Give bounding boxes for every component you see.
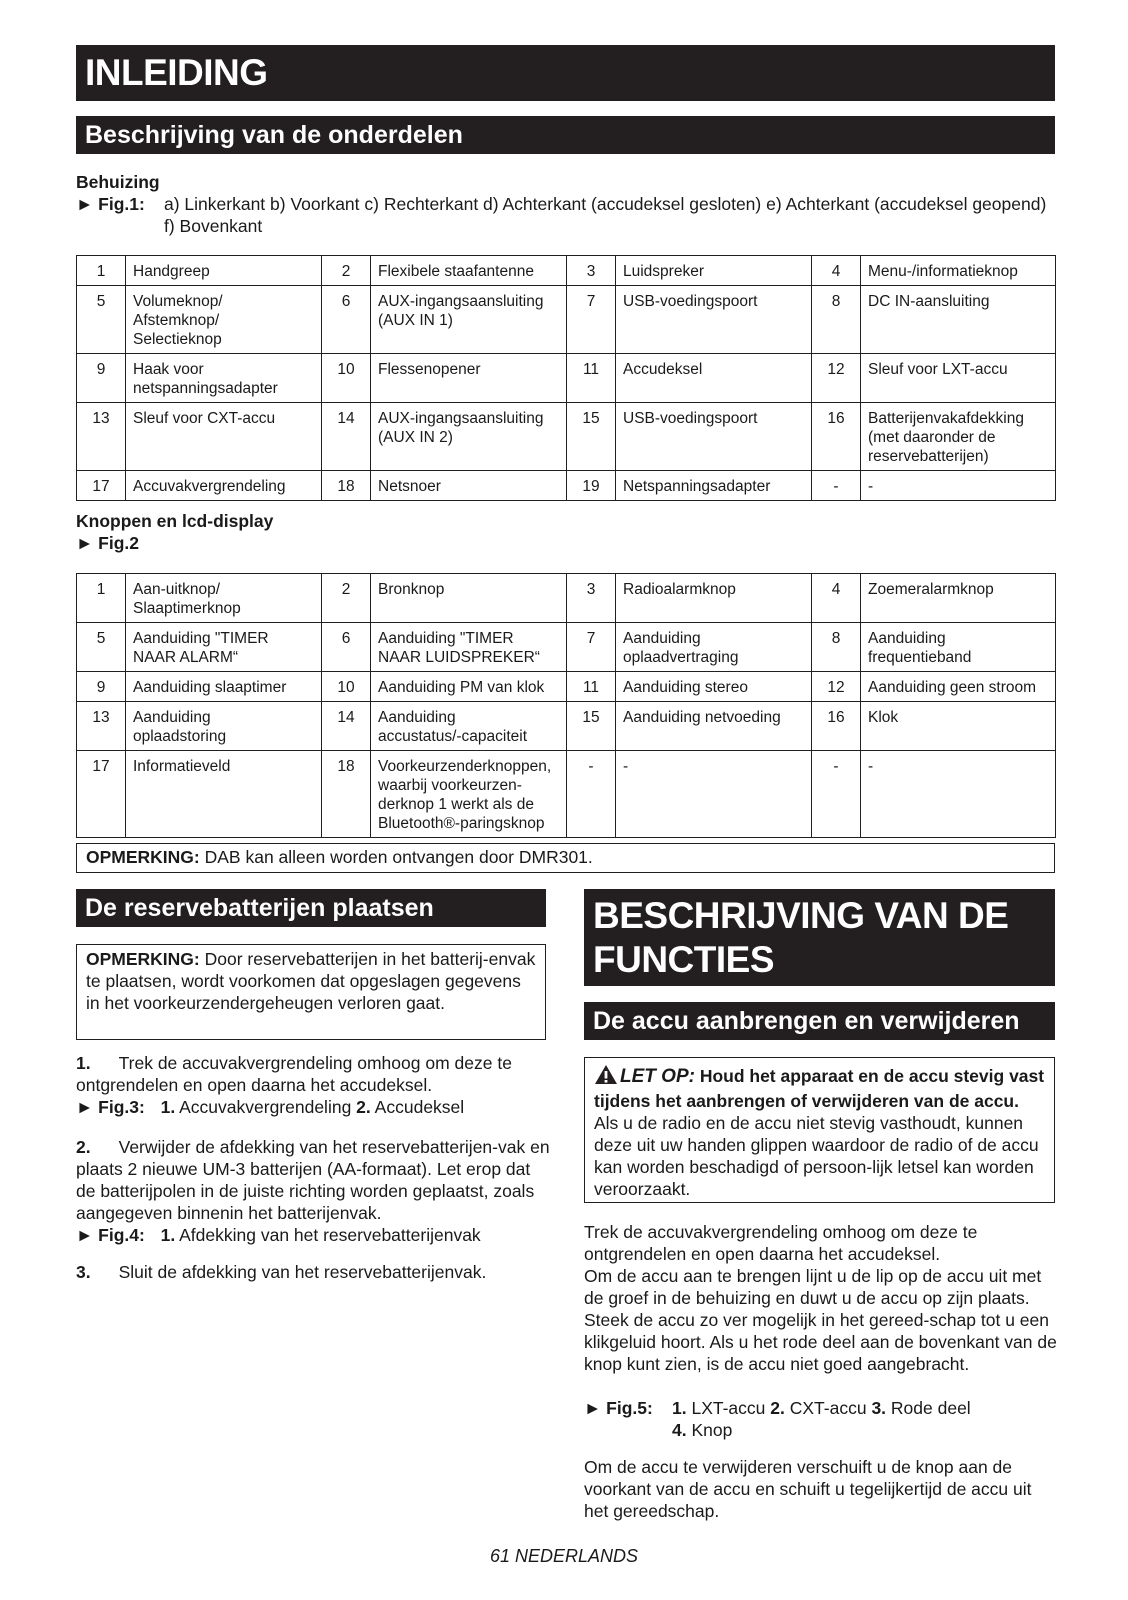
housing-table-item-label: Sleuf voor LXT-accu (861, 354, 1056, 403)
housing-table-item-label: DC IN-aansluiting (861, 286, 1056, 354)
buttons-table-item-number: 9 (77, 672, 126, 702)
housing-table-item-number: 8 (812, 286, 861, 354)
buttons-table-item-number: - (812, 751, 861, 838)
fig5-num-3: 3. (871, 1398, 887, 1418)
housing-table-item-label: Netspanningsadapter (616, 471, 812, 501)
caution-box (584, 1057, 1055, 1203)
buttons-table-item-label: Zoemeralarmknop (861, 574, 1056, 623)
housing-table-item-number: 19 (567, 471, 616, 501)
buttons-table-item-label: Informatieveld (126, 751, 322, 838)
buttons-table-row (77, 702, 1056, 751)
buttons-table-item-number: 2 (322, 574, 371, 623)
fig5-num-2: 2. (770, 1398, 785, 1418)
battery-para-1: Trek de accuvakvergrendeling omhoog om deze te ontgrendelen en open daarna het accudeksel. (584, 1222, 978, 1264)
functions-title-banner (584, 889, 1055, 986)
section-title-spare-batteries (76, 889, 546, 927)
housing-table-item-number: 10 (322, 354, 371, 403)
housing-table-item-number: 9 (77, 354, 126, 403)
buttons-table-row (77, 672, 1056, 702)
buttons-table-item-number: 7 (567, 623, 616, 672)
housing-table-item-number: 1 (77, 256, 126, 286)
housing-table-item-number: 13 (77, 403, 126, 471)
buttons-table-item-label: Aanduiding "TIMER NAAR LUIDSPREKER“ (371, 623, 567, 672)
note-dab-label: OPMERKING: (86, 847, 200, 867)
buttons-table-item-number: 10 (322, 672, 371, 702)
buttons-table-row (77, 751, 1056, 838)
step-3 (76, 1261, 546, 1283)
main-title: INLEIDING (85, 52, 268, 93)
fig5-num-1: 1. (672, 1398, 687, 1418)
buttons-table-item-label: - (861, 751, 1056, 838)
housing-table-item-number: 4 (812, 256, 861, 286)
note-dab (76, 843, 1055, 873)
fig4-caption (76, 1224, 546, 1246)
step-2 (76, 1136, 550, 1224)
step-1-text: Trek de accuvakvergrendeling omhoog om deze te ontgrendelen en open daarna het accudeksel. (76, 1053, 512, 1095)
buttons-table-item-label: Voorkeurzenderknoppen, waarbij voorkeurzen- derknop 1 werkt als de Bluetooth®-paringsknop (371, 751, 567, 838)
buttons-table-item-label: Aan-uitknop/ Slaaptimerknop (126, 574, 322, 623)
note-spare-batteries (76, 944, 546, 1040)
buttons-table-item-number: 12 (812, 672, 861, 702)
buttons-table-item-label: Radioalarmknop (616, 574, 812, 623)
housing-table-item-label: Menu-/informatieknop (861, 256, 1056, 286)
section-title-spare-batteries-text: De reservebatterijen plaatsen (85, 894, 434, 922)
section-title-parts (76, 116, 1055, 154)
housing-heading: Behuizing (76, 172, 160, 192)
housing-table-item-number: 7 (567, 286, 616, 354)
fig3-num-2: 2. (356, 1097, 371, 1117)
buttons-table-item-label: Aanduiding frequentieband (861, 623, 1056, 672)
housing-table-item-number: 6 (322, 286, 371, 354)
fig4-text-1: Afdekking van het reservebatterijenvak (175, 1225, 481, 1245)
battery-para-2: Om de accu aan te brengen lijnt u de lip op de accu uit met de groef in de behuizing en duwt u de accu op zijn plaats. Steek de accu zo ver mogelijk in het gereed-schap tot u een klikgeluid hoort. Als u het rode deel aan de bovenkant van de knop kunt zien, is de accu niet goed aangebracht. (584, 1266, 1057, 1374)
buttons-table-item-number: 18 (322, 751, 371, 838)
housing-table-item-label: Accudeksel (616, 354, 812, 403)
housing-table-item-label: USB-voedingspoort (616, 286, 812, 354)
fig3-text-1: Accuvakvergrendeling (175, 1097, 357, 1117)
functions-title-line-2: FUNCTIES (593, 939, 774, 980)
fig4-num-1: 1. (160, 1225, 176, 1245)
step-2-number: 2. (76, 1137, 91, 1157)
fig4-label: ► Fig.4: (76, 1225, 145, 1245)
housing-table-item-label: - (861, 471, 1056, 501)
buttons-table-item-label: - (616, 751, 812, 838)
section-title-battery-text: De accu aanbrengen en verwijderen (593, 1007, 1020, 1035)
fig2-label: ► Fig.2 (76, 533, 140, 553)
buttons-table-item-number: 17 (77, 751, 126, 838)
buttons-table-item-number: 6 (322, 623, 371, 672)
buttons-table-item-label: Aanduiding slaaptimer (126, 672, 322, 702)
step-3-number: 3. (76, 1262, 91, 1282)
housing-table-item-label: Luidspreker (616, 256, 812, 286)
buttons-table-row (77, 574, 1056, 623)
buttons-table-item-number: 11 (567, 672, 616, 702)
buttons-table-item-label: Bronknop (371, 574, 567, 623)
fig3-text-2: Accudeksel (370, 1097, 465, 1117)
fig1-text: a) Linkerkant b) Voorkant c) Rechterkant d) Achterkant (accudeksel gesloten) e) Achterkant (accudeksel geopend) f) Bovenkant (164, 194, 1047, 236)
housing-table-item-number: 17 (77, 471, 126, 501)
caution-label: LET OP: (620, 1066, 695, 1087)
note-spare-text: Door reservebatterijen in het batterij-envak te plaatsen, wordt voorkomen dat opgeslagen gegevens in het voorkeurzendergeheugen verloren gaat. (86, 949, 536, 1013)
housing-table-item-label: Handgreep (126, 256, 322, 286)
buttons-table-item-label: Aanduiding "TIMER NAAR ALARM“ (126, 623, 322, 672)
housing-table-item-number: 11 (567, 354, 616, 403)
housing-table-row (77, 354, 1056, 403)
page-footer: 61 NEDERLANDS (489, 1546, 639, 1566)
housing-table-row (77, 256, 1056, 286)
buttons-table-item-number: 15 (567, 702, 616, 751)
fig1-caption (76, 193, 1055, 237)
fig5-caption (584, 1397, 1055, 1441)
buttons-table-item-label: Aanduiding stereo (616, 672, 812, 702)
housing-table-row (77, 403, 1056, 471)
housing-table-item-number: 2 (322, 256, 371, 286)
buttons-table-item-number: 3 (567, 574, 616, 623)
fig5-text-2: CXT-accu (784, 1398, 872, 1418)
buttons-table-item-number: - (567, 751, 616, 838)
note-spare-label: OPMERKING: (86, 949, 200, 969)
step-2-text: Verwijder de afdekking van het reservebatterijen-vak en plaats 2 nieuwe UM-3 batterijen (AA-formaat). Let erop dat de batterijpolen in de juiste richting worden geplaatst, zoals aangegeven binnenin het batterijenvak. (76, 1137, 550, 1223)
battery-para-3: Om de accu te verwijderen verschuift u de knop aan de voorkant van de accu en schuift u tegelijkertijd de accu uit het gereedschap. (584, 1457, 1032, 1521)
buttons-table-item-number: 5 (77, 623, 126, 672)
housing-table-item-label: Accuvakvergrendeling (126, 471, 322, 501)
housing-table-item-label: Flessenopener (371, 354, 567, 403)
housing-table-item-label: Netsnoer (371, 471, 567, 501)
section-title-battery (584, 1002, 1055, 1040)
main-title-banner (76, 45, 1055, 101)
buttons-table-item-label: Aanduiding geen stroom (861, 672, 1056, 702)
housing-table-item-number: 18 (322, 471, 371, 501)
housing-table-item-label: USB-voedingspoort (616, 403, 812, 471)
fig5-text-1: LXT-accu (686, 1398, 771, 1418)
fig3-label: ► Fig.3: (76, 1097, 145, 1117)
housing-table-item-label: Haak voor netspanningsadapter (126, 354, 322, 403)
housing-table-item-number: 15 (567, 403, 616, 471)
fig3-num-1: 1. (160, 1097, 176, 1117)
buttons-table-item-number: 16 (812, 702, 861, 751)
fig5-label: ► Fig.5: (584, 1398, 653, 1418)
housing-table-item-number: 14 (322, 403, 371, 471)
buttons-table-item-label: Aanduiding netvoeding (616, 702, 812, 751)
buttons-heading: Knoppen en lcd-display (76, 511, 274, 531)
buttons-table-item-number: 4 (812, 574, 861, 623)
buttons-table-item-label: Aanduiding oplaadstoring (126, 702, 322, 751)
housing-table-row (77, 286, 1056, 354)
fig5-num-4: 4. (672, 1420, 687, 1440)
buttons-table-row (77, 623, 1056, 672)
buttons-table-item-label: Aanduiding PM van klok (371, 672, 567, 702)
fig5-text-4: Knop (686, 1420, 733, 1440)
section-title-parts-text: Beschrijving van de onderdelen (85, 121, 463, 149)
fig3-caption (76, 1096, 546, 1118)
housing-table-item-number: - (812, 471, 861, 501)
note-dab-text: DAB kan alleen worden ontvangen door DMR301. (199, 847, 593, 867)
caution-bold-text: Houd het apparaat en de accu stevig vast tijdens het aanbrengen of verwijderen van de accu. (594, 1066, 1045, 1111)
warning-triangle-icon (594, 1064, 618, 1090)
functions-title-line-1: BESCHRIJVING VAN DE (593, 895, 1009, 936)
housing-table-item-number: 12 (812, 354, 861, 403)
buttons-table-item-label: Klok (861, 702, 1056, 751)
housing-table-item-label: Volumeknop/ Afstemknop/ Selectieknop (126, 286, 322, 354)
step-3-text: Sluit de afdekking van het reservebatterijenvak. (118, 1262, 487, 1282)
housing-parts-table (76, 255, 1056, 501)
buttons-table-item-number: 1 (77, 574, 126, 623)
fig1-label: ► Fig.1: (76, 194, 145, 214)
buttons-table-item-number: 13 (77, 702, 126, 751)
buttons-table-item-number: 8 (812, 623, 861, 672)
step-1-number: 1. (76, 1053, 91, 1073)
step-1 (76, 1052, 546, 1096)
housing-table-item-number: 5 (77, 286, 126, 354)
housing-table-item-label: AUX-ingangsaansluiting (AUX IN 2) (371, 403, 567, 471)
buttons-parts-table (76, 573, 1056, 838)
fig5-text-3: Rode deel (886, 1398, 971, 1418)
buttons-table-item-label: Aanduiding accustatus/-capaciteit (371, 702, 567, 751)
caution-text: Als u de radio en de accu niet stevig vasthoudt, kunnen deze uit uw handen glippen waardoor de radio of de accu kan worden beschadigd of persoon-lijk letsel kan worden veroorzaakt. (594, 1113, 1039, 1199)
housing-table-item-label: Flexibele staafantenne (371, 256, 567, 286)
housing-table-item-label: AUX-ingangsaansluiting (AUX IN 1) (371, 286, 567, 354)
buttons-table-item-number: 14 (322, 702, 371, 751)
buttons-table-item-label: Aanduiding oplaadvertraging (616, 623, 812, 672)
housing-table-item-label: Batterijenvakafdekking (met daaronder de reservebatterijen) (861, 403, 1056, 471)
housing-table-row (77, 471, 1056, 501)
housing-table-item-number: 16 (812, 403, 861, 471)
housing-table-item-label: Sleuf voor CXT-accu (126, 403, 322, 471)
housing-table-item-number: 3 (567, 256, 616, 286)
